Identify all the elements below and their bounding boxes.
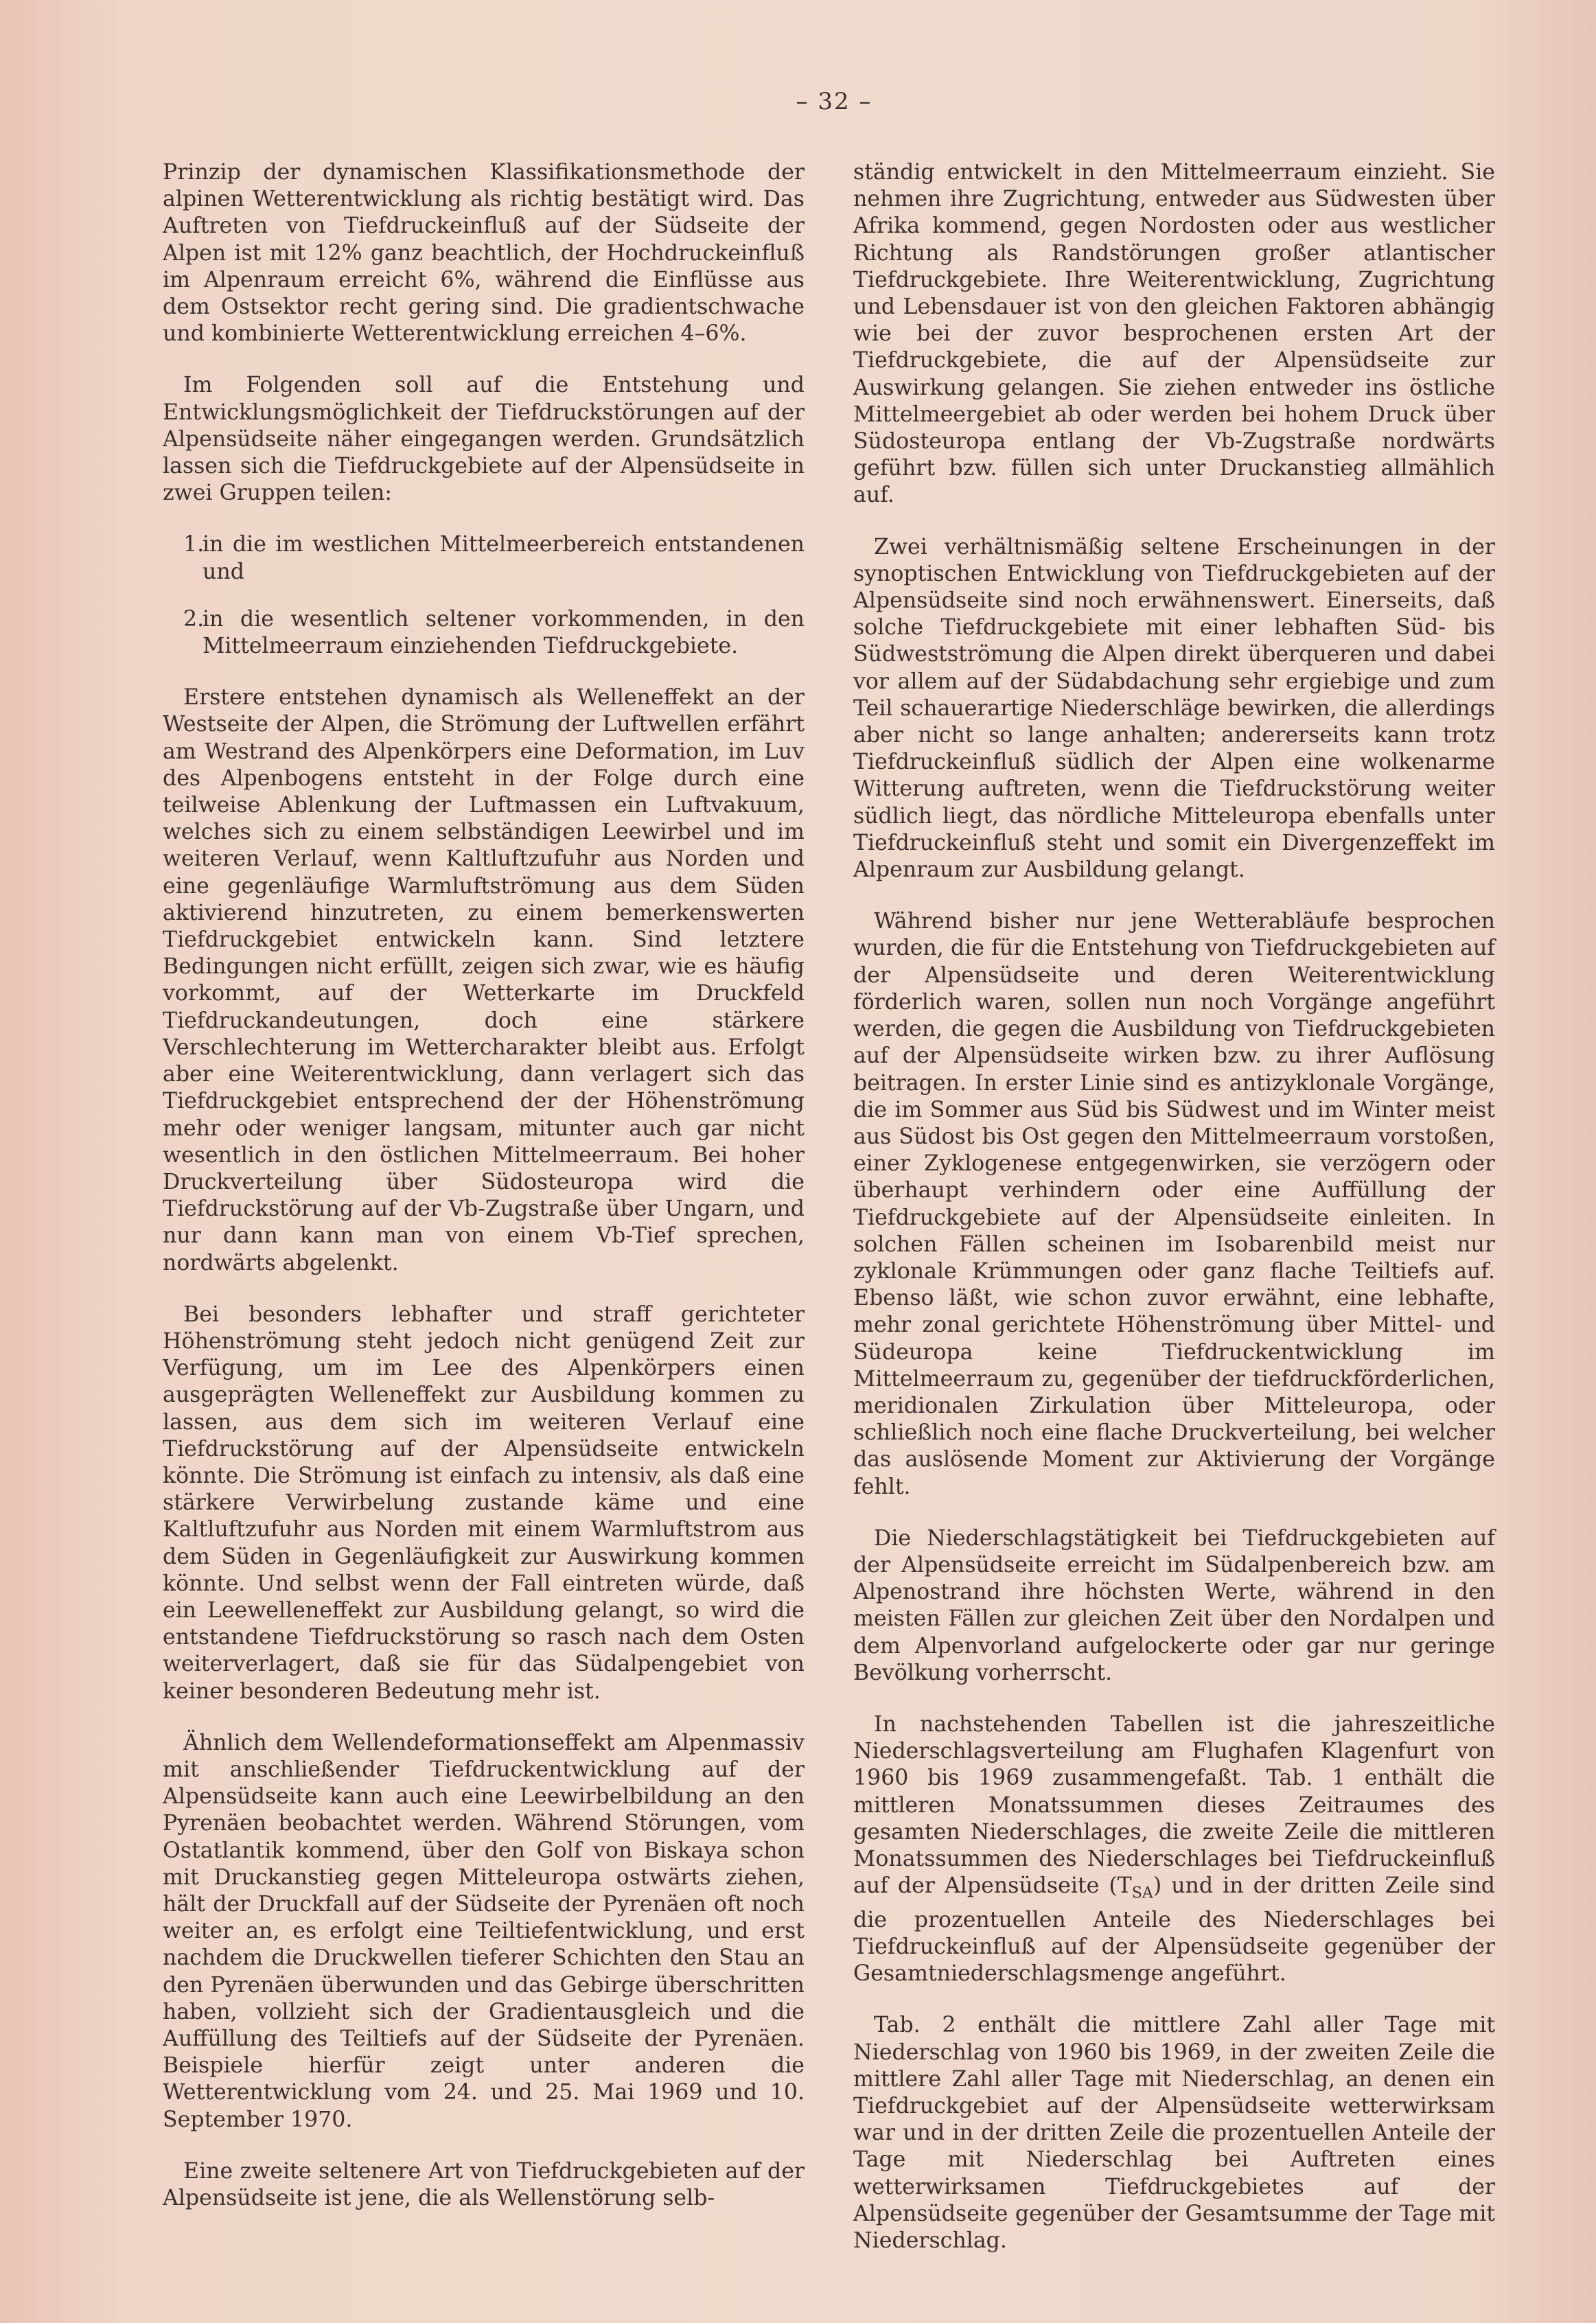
paragraph: Bei besonders lebhafter und straff gerichteter Höhenströmung steht jedoch nicht genügend Zeit zur Verfügung, um im Lee des Alpenkörpers einen ausgeprägten Welleneffekt zur Ausbildung kommen zu lassen, aus dem sich im weiteren Verlauf eine Tiefdruckstörung auf der Alpensüdseite entwickeln könnte. Die Strömung ist einfach zu intensiv, als daß eine stärkere Verwirbelung zustande käme und eine Kaltluftzufuhr aus Norden mit einem Warmluftstrom aus dem Süden in Gegenläufigkeit zur Auswirkung kommen könnte. Und selbst wenn der Fall eintreten würde, daß ein Leewelleneffekt zur Ausbildung gelangt, so wird die entstandene Tiefdruckstörung so rasch nach dem Osten weiterverlagert, daß sie für das Südalpengebiet von keiner besonderen Bedeutung mehr ist. [163, 1302, 805, 1704]
paragraph: Prinzip der dynamischen Klassifikationsmethode der alpinen Wetterentwicklung als richtig bestätigt wird. Das Auftreten von Tiefdruckeinfluß auf der Südseite der Alpen ist mit 12% ganz beachtlich, der Hochdruckeinfluß im Alpenraum erreicht 6%, während die Einflüsse aus dem Ostsektor recht gering sind. Die gradientschwache und kombinierte Wetterentwicklung erreichen 4–6%. [163, 160, 805, 347]
list-number: 2. [183, 606, 205, 632]
paragraph: Ähnlich dem Wellendeformationseffekt am Alpenmassiv mit anschließender Tiefdruckentwicklung auf der Alpensüdseite kann auch eine Leewirbelbildung an den Pyrenäen beobachtet werden. Während Störungen, vom Ostatlantik kommend, über den Golf von Biskaya schon mit Druckanstieg gegen Mitteleuropa ostwärts ziehen, hält der Druckfall auf der Südseite der Pyrenäen oft noch weiter an, es erfolgt eine Teiltiefentwicklung, und erst nachdem die Druckwellen tieferer Schichten den Stau an den Pyrenäen überwunden und das Gebirge überschritten haben, vollzieht sich der Gradientausgleich und die Auffüllung des Teiltiefs auf der Südseite der Pyrenäen. Beispiele hierfür zeigt unter anderen die Wetterentwicklung vom 24. und 25. Mai 1969 und 10. September 1970. [163, 1730, 805, 2132]
paragraph: Eine zweite seltenere Art von Tiefdruckgebieten auf der Alpensüdseite ist jene, die als Wellenstörung selb- [163, 2158, 805, 2211]
list-item [163, 531, 805, 585]
list-item-text: in die wesentlich seltener vorkommenden, in den Mittelmeerraum einziehenden Tiefdruckgebiete. [203, 606, 805, 659]
paragraph: Während bisher nur jene Wetterabläufe besprochen wurden, die für die Entstehung von Tiefdruckgebieten auf der Alpensüdseite und deren Weiterentwicklung förderlich waren, sollen nun noch Vorgänge angeführt werden, die gegen die Ausbildung von Tiefdruckgebieten auf der Alpensüdseite wirken bzw. zu ihrer Auflösung beitragen. In erster Linie sind es antizyklonale Vorgänge, die im Sommer aus Süd bis Südwest und im Winter meist aus Südost bis Ost gegen den Mittelmeerraum vorstoßen, einer Zyklogenese entgegenwirken, sie verzögern oder überhaupt verhindern oder eine Auffüllung der Tiefdruckgebiete auf der Alpensüdseite einleiten. In solchen Fällen scheinen im Isobarenbild meist nur zyklonale Krümmungen oder ganz flache Teiltiefs auf. Ebenso läßt, wie schon zuvor erwähnt, eine lebhafte, mehr zonal gerichtete Höhenströmung über Mittel- und Südeuropa keine Tiefdruckentwicklung im Mittelmeerraum zu, gegenüber der tiefdruckförderlichen, meridionalen Zirkulation über Mitteleuropa, oder schließlich noch eine flache Druckverteilung, bei welcher das auslösende Moment zur Aktivierung der Vorgänge fehlt. [853, 909, 1495, 1499]
list-item-text: in die im westlichen Mittelmeerbereich entstandenen und [203, 532, 805, 584]
paragraph: ständig entwickelt in den Mittelmeerraum einzieht. Sie nehmen ihre Zugrichtung, entweder aus Südwesten über Afrika kommend, gegen Nordosten oder aus westlicher Richtung als Randstörungen großer atlantischer Tiefdruckgebiete. Ihre Weiterentwicklung, Zugrichtung und Lebensdauer ist von den gleichen Faktoren abhängig wie bei der zuvor besprochenen ersten Art der Tiefdruckgebiete, die auf der Alpensüdseite zur Auswirkung gelangen. Sie ziehen entweder ins östliche Mittelmeergebiet ab oder werden bei hohem Druck über Südosteuropa entlang der Vb-Zugstraße nordwärts geführt bzw. füllen sich unter Druckanstieg allmählich auf. [853, 160, 1495, 508]
numbered-list [163, 531, 805, 660]
list-number: 1. [183, 532, 205, 557]
subscript-text: SA [1131, 1884, 1153, 1902]
paragraph: Im Folgenden soll auf die Entstehung und Entwicklungsmöglichkeit der Tiefdruckstörungen auf der Alpensüdseite näher eingegangen werden. Grundsätzlich lassen sich die Tiefdruckgebiete auf der Alpensüdseite in zwei Gruppen teilen: [163, 373, 805, 506]
paragraph [853, 1711, 1495, 1987]
list-item [163, 606, 805, 660]
paragraph: Die Niederschlagstätigkeit bei Tiefdruckgebieten auf der Alpensüdseite erreicht im Südalpenbereich bzw. am Alpenostrand ihre höchsten Werte, während in den meisten Fällen zur gleichen Zeit über den Nordalpen und dem Alpenvorland aufgelockerte oder gar nur geringe Bevölkung vorherrscht. [853, 1525, 1495, 1685]
page-number: – 32 – [796, 88, 872, 115]
right-column [853, 159, 1495, 2279]
paragraph: Tab. 2 enthält die mittlere Zahl aller Tage mit Niederschlag von 1960 bis 1969, in der zweiten Zeile die mittlere Zahl aller Tage mit Niederschlag, an denen ein Tiefdruckgebiet auf der Alpensüdseite wetterwirksam war und in der dritten Zeile die prozentuellen Anteile der Tage mit Niederschlag bei Auftreten eines wetterwirksamen Tiefdruckgebietes auf der Alpensüdseite gegenüber der Gesamtsumme der Tage mit Niederschlag. [853, 2013, 1495, 2253]
left-column [163, 159, 805, 2237]
paragraph-text: In nachstehenden Tabellen ist die jahreszeitliche Niederschlagsverteilung am Flughafen Klagenfurt von 1960 bis 1969 zusammengefaßt. Tab. 1 enthält die mittleren Monatssummen dieses Zeitraumes des gesamten Niederschlages, die zweite Zeile die mittleren Monatssummen des Niederschlages bei Tiefdruckeinfluß auf der Alpensüdseite (T [853, 1711, 1495, 1899]
paragraph: Zwei verhältnismäßig seltene Erscheinungen in der synoptischen Entwicklung von Tiefdruckgebieten auf der Alpensüdseite sind noch erwähnenswert. Einerseits, daß solche Tiefdruckgebiete mit einer lebhaften Süd- bis Südwestströmung die Alpen direkt überqueren und dabei vor allem auf der Südabdachung sehr ergiebige und zum Teil schauerartige Niederschläge bewirken, die allerdings aber nicht so lange anhalten; andererseits kann trotz Tiefdruckeinfluß südlich der Alpen eine wolkenarme Witterung auftreten, wenn die Tiefdruckstörung weiter südlich liegt, das nördliche Mitteleuropa ebenfalls unter Tiefdruckeinfluß steht und somit ein Divergenzeffekt im Alpenraum zur Ausbildung gelangt. [853, 534, 1495, 883]
paragraph-text: ) und in der dritten Zeile sind die prozentuellen Anteile des Niederschlages bei Tiefdruckeinfluß auf der Alpensüdseite gegenüber der Gesamtniederschlagsmenge angeführt. [853, 1873, 1495, 1987]
paragraph: Erstere entstehen dynamisch als Welleneffekt an der Westseite der Alpen, die Strömung der Luftwellen erfährt am Westrand des Alpenkörpers eine Deformation, im Luv des Alpenbogens entsteht in der Folge durch eine teilweise Ablenkung der Luftmassen ein Luftvakuum, welches sich zu einem selbständigen Leewirbel und im weiteren Verlauf, wenn Kaltluftzufuhr aus Norden und eine gegenläufige Warmluftströmung aus dem Süden aktivierend hinzutreten, zu einem bemerkenswerten Tiefdruckgebiet entwickeln kann. Sind letztere Bedingungen nicht erfüllt, zeigen sich zwar, wie es häufig vorkommt, auf der Wetterkarte im Druckfeld Tiefdruckandeutungen, doch eine stärkere Verschlechterung im Wettercharakter bleibt aus. Erfolgt aber eine Weiterentwicklung, dann verlagert sich das Tiefdruckgebiet entsprechend der der Höhenströmung mehr oder weniger langsam, mitunter auch gar nicht wesentlich in den östlichen Mittelmeerraum. Bei hoher Druckverteilung über Südosteuropa wird die Tiefdruckstörung auf der Vb-Zugstraße über Ungarn, und nur dann kann man von einem Vb-Tief sprechen, nordwärts abgelenkt. [163, 685, 805, 1275]
